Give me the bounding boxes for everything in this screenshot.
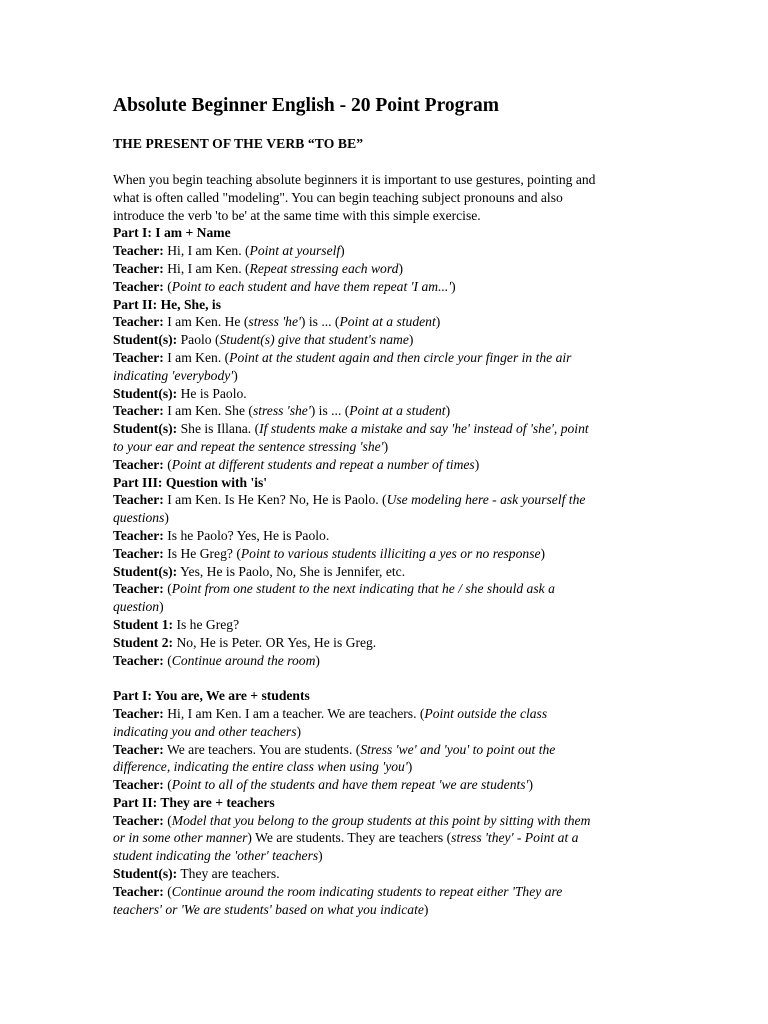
text-line xyxy=(113,171,653,189)
text-line xyxy=(113,189,653,207)
speaker-label: Part III: Question with 'is' xyxy=(113,474,268,490)
stage-direction: to your ear and repeat the sentence stressing 'she' xyxy=(113,438,384,454)
line-text: ( xyxy=(163,278,172,294)
text-line xyxy=(113,741,653,759)
line-text: Is He Greg? ( xyxy=(163,545,241,561)
line-text: We are teachers. You are students. ( xyxy=(163,741,361,757)
line-text: Paolo ( xyxy=(177,332,220,348)
line-text: introduce the verb 'to be' at the same time with this simple exercise. xyxy=(113,207,481,223)
blank-line xyxy=(113,669,653,687)
line-text: I am Ken. ( xyxy=(163,349,230,365)
speaker-label: Teacher: xyxy=(113,349,164,365)
stage-direction: Repeat stressing each word xyxy=(249,260,399,276)
text-line xyxy=(113,705,653,723)
speaker-label: Teacher: xyxy=(113,278,164,294)
text-line xyxy=(113,812,653,830)
speaker-label: Teacher: xyxy=(113,652,164,668)
speaker-label: Teacher: xyxy=(113,527,164,543)
text-line xyxy=(113,776,653,794)
text-line xyxy=(113,687,653,705)
line-text: He is Paolo. xyxy=(177,385,247,401)
stage-direction: indicating 'everybody' xyxy=(113,367,234,383)
line-text: ) xyxy=(451,278,456,294)
line-text: Is he Paolo? Yes, He is Paolo. xyxy=(163,527,330,543)
speaker-label: Teacher: xyxy=(113,492,164,508)
text-line xyxy=(113,563,653,581)
speaker-label: Student(s): xyxy=(113,421,178,437)
line-text: ) We are students. They are teachers ( xyxy=(247,830,452,846)
speaker-label: Teacher: xyxy=(113,403,164,419)
line-text: I am Ken. Is He Ken? No, He is Paolo. ( xyxy=(163,492,387,508)
text-line xyxy=(113,331,653,349)
stage-direction: Point at a student xyxy=(339,314,436,330)
line-text: ) xyxy=(296,723,302,739)
text-line xyxy=(113,278,653,296)
speaker-label: Teacher: xyxy=(113,456,164,472)
text-line xyxy=(113,420,653,438)
speaker-label: Teacher: xyxy=(113,260,164,276)
stage-direction: Student(s) give that student's name xyxy=(219,332,409,348)
stage-direction: Point at yourself xyxy=(249,243,341,259)
stage-direction: Continue around the room xyxy=(171,652,316,668)
text-line xyxy=(113,402,653,420)
line-text: ) xyxy=(383,438,389,454)
text-line xyxy=(113,723,653,741)
stage-direction: Point to various students illiciting a yes or no response xyxy=(240,545,541,561)
speaker-label: Student(s): xyxy=(113,866,178,882)
text-line xyxy=(113,491,653,509)
stage-direction: Stress 'we' and 'you' to point out the xyxy=(360,741,556,757)
speaker-label: Teacher: xyxy=(113,883,164,899)
speaker-label: Teacher: xyxy=(113,741,164,757)
text-line xyxy=(113,865,653,883)
section-heading: THE PRESENT OF THE VERB “TO BE” xyxy=(113,136,364,151)
line-text: I am Ken. He ( xyxy=(163,314,249,330)
speaker-label: Part I: I am + Name xyxy=(113,225,231,241)
line-text: ) xyxy=(445,403,451,419)
text-line xyxy=(113,207,653,225)
text-line xyxy=(113,758,653,776)
speaker-label: Part II: They are + teachers xyxy=(113,794,275,810)
text-line xyxy=(113,296,653,314)
text-line xyxy=(113,829,653,847)
stage-direction: stress 'she' xyxy=(252,403,311,419)
speaker-label: Teacher: xyxy=(113,314,164,330)
line-text: Hi, I am Ken. I am a teacher. We are teachers. ( xyxy=(163,705,425,721)
speaker-label: Student(s): xyxy=(113,563,178,579)
stage-direction: Point to all of the students and have them repeat 'we are students' xyxy=(171,777,529,793)
text-line xyxy=(113,474,653,492)
stage-direction: Continue around the room indicating students to repeat either 'They are xyxy=(171,883,563,899)
line-text: ) xyxy=(540,545,546,561)
stage-direction: Model that you belong to the group students at this point by sitting with them xyxy=(171,812,591,828)
speaker-label: Part II: He, She, is xyxy=(113,296,221,312)
stage-direction: stress 'they' - Point at a xyxy=(451,830,579,846)
line-text: They are teachers. xyxy=(177,866,280,882)
stage-direction: Point at the student again and then circle your finger in the air xyxy=(229,349,572,365)
document-body xyxy=(113,171,653,918)
text-line xyxy=(113,367,653,385)
stage-direction: Point to each student and have them repeat 'I am...' xyxy=(171,278,452,294)
text-line xyxy=(113,545,653,563)
line-text: She is Illana. ( xyxy=(177,421,260,437)
line-text: I am Ken. She ( xyxy=(163,403,253,419)
line-text: ) xyxy=(159,599,164,615)
line-text: When you begin teaching absolute beginners it is important to use gestures, pointing and xyxy=(113,172,596,187)
stage-direction: If students make a mistake and say 'he' instead of 'she', point xyxy=(259,421,589,437)
text-line xyxy=(113,598,653,616)
line-text: ) xyxy=(528,777,533,793)
line-text: ) xyxy=(340,243,345,259)
stage-direction: or in some other manner xyxy=(113,830,248,846)
text-line xyxy=(113,438,653,456)
text-line xyxy=(113,527,653,545)
line-text: ( xyxy=(163,777,172,793)
stage-direction: Point at a student xyxy=(349,403,446,419)
text-line xyxy=(113,385,653,403)
stage-direction: Use modeling here - ask yourself the xyxy=(386,492,586,508)
speaker-label: Teacher: xyxy=(113,777,164,793)
text-line xyxy=(113,794,653,812)
line-text: ( xyxy=(163,812,172,828)
line-text: ( xyxy=(163,456,172,472)
text-line xyxy=(113,901,653,919)
text-line xyxy=(113,634,653,652)
text-line xyxy=(113,260,653,278)
line-text: ) xyxy=(423,901,429,917)
speaker-label: Student 1: xyxy=(113,616,174,632)
line-text: ) xyxy=(164,510,169,526)
line-text: ) xyxy=(474,456,480,472)
line-text: No, He is Peter. OR Yes, He is Greg. xyxy=(173,634,377,650)
stage-direction: Point at different students and repeat a number of times xyxy=(171,456,475,472)
stage-direction: student indicating the 'other' teachers xyxy=(113,848,319,864)
stage-direction: question xyxy=(113,599,160,615)
stage-direction: questions xyxy=(113,510,165,526)
text-line xyxy=(113,883,653,901)
line-text: ) is ... ( xyxy=(300,314,340,330)
text-line xyxy=(113,616,653,634)
speaker-label: Student 2: xyxy=(113,634,174,650)
line-text: ( xyxy=(163,652,172,668)
text-line xyxy=(113,349,653,367)
line-text: ) xyxy=(398,260,403,276)
text-line xyxy=(113,652,653,670)
speaker-label: Teacher: xyxy=(113,812,164,828)
line-text: Hi, I am Ken. ( xyxy=(163,260,250,276)
line-text: ) xyxy=(318,848,323,864)
document-title: Absolute Beginner English - 20 Point Program xyxy=(113,95,500,116)
line-text: Hi, I am Ken. ( xyxy=(163,243,250,259)
text-line xyxy=(113,313,653,331)
speaker-label: Student(s): xyxy=(113,385,178,401)
stage-direction: Point outside the class xyxy=(424,705,548,721)
text-line xyxy=(113,509,653,527)
line-text: what is often called "modeling". You can begin teaching subject pronouns and also xyxy=(113,189,563,205)
text-line xyxy=(113,847,653,865)
speaker-label: Teacher: xyxy=(113,545,164,561)
speaker-label: Teacher: xyxy=(113,581,164,597)
text-line xyxy=(113,580,653,598)
stage-direction: teachers' or 'We are students' based on what you indicate xyxy=(113,901,424,917)
line-text: ) xyxy=(408,332,414,348)
stage-direction: indicating you and other teachers xyxy=(113,723,297,739)
speaker-label: Part I: You are, We are + students xyxy=(113,688,310,704)
stage-direction: Point from one student to the next indicating that he / she should ask a xyxy=(171,581,555,597)
text-line xyxy=(113,242,653,260)
speaker-label: Teacher: xyxy=(113,705,164,721)
line-text: ) xyxy=(315,652,320,668)
line-text: Is he Greg? xyxy=(173,616,240,632)
line-text: ( xyxy=(163,883,172,899)
line-text: ) xyxy=(435,314,441,330)
stage-direction: stress 'he' xyxy=(248,314,301,330)
line-text: ) xyxy=(233,367,238,383)
stage-direction: difference, indicating the entire class when using 'you' xyxy=(113,759,408,775)
line-text: ( xyxy=(163,581,172,597)
text-line xyxy=(113,456,653,474)
line-text: ) is ... ( xyxy=(310,403,350,419)
line-text: ) xyxy=(407,759,413,775)
text-line xyxy=(113,224,653,242)
speaker-label: Student(s): xyxy=(113,332,178,348)
line-text: Yes, He is Paolo, No, She is Jennifer, etc. xyxy=(177,563,406,579)
speaker-label: Teacher: xyxy=(113,243,164,259)
